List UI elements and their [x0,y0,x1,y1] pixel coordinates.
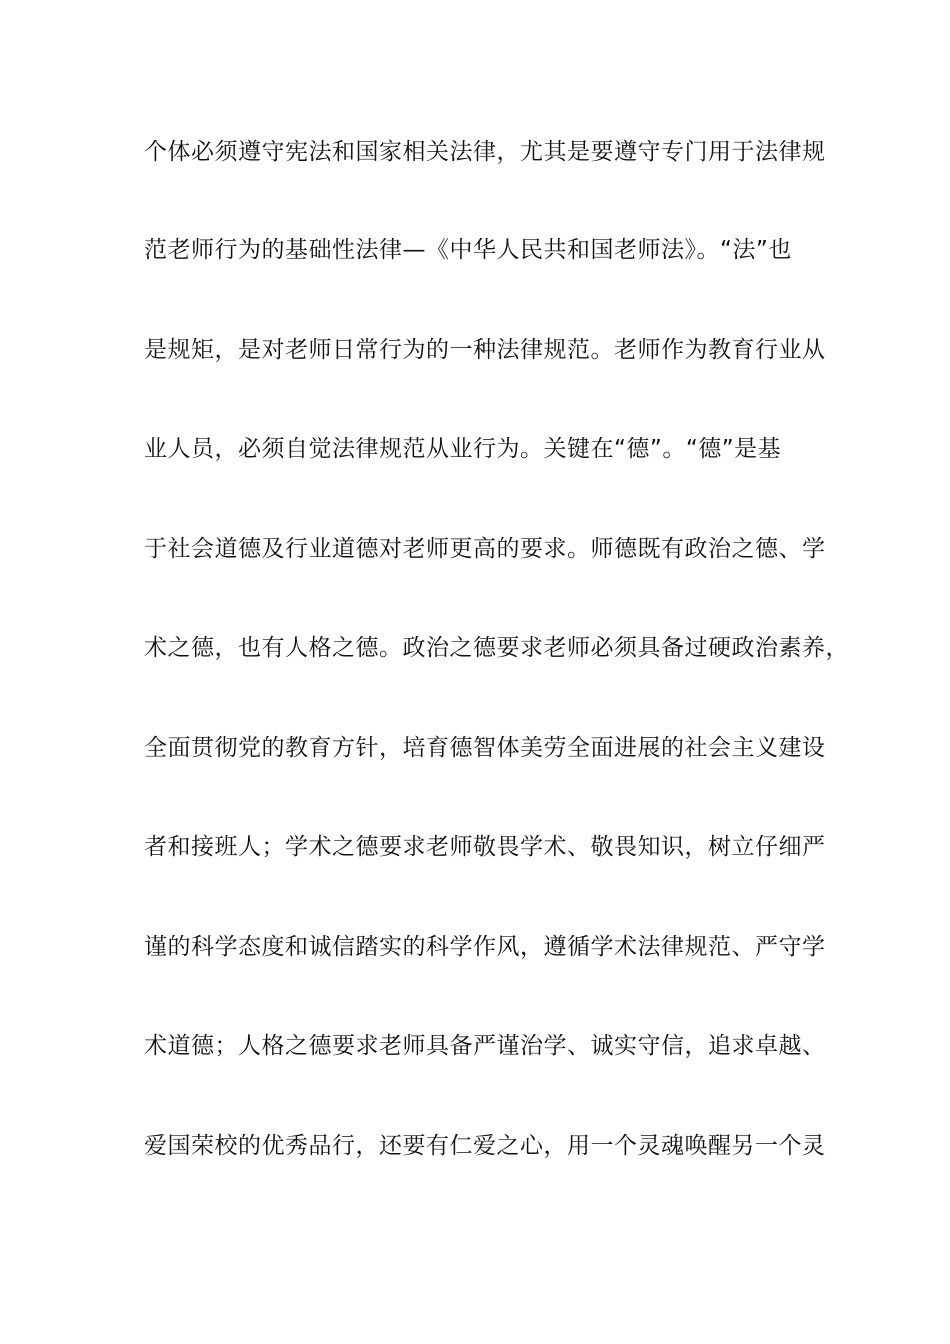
text-line: 术道德；人格之德要求老师具备严谨治学、诚实守信，追求卓越、 [144,1033,826,1059]
text-line: 范老师行为的基础性法律—《中华人民共和国老师法》。“法”也 [144,237,792,263]
text-line: 术之德，也有人格之德。政治之德要求老师必须具备过硬政治素养， [144,635,849,661]
text-line: 个体必须遵守宪法和国家相关法律，尤其是要遵守专门用于法律规 [144,139,826,165]
text-line: 谨的科学态度和诚信踏实的科学作风，遵循学术法律规范、严守学 [144,934,826,960]
text-line: 业人员，必须自觉法律规范从业行为。关键在“德”。“德”是基 [144,436,782,462]
text-line: 是规矩，是对老师日常行为的一种法律规范。老师作为教育行业从 [144,337,826,363]
text-line: 者和接班人；学术之德要求老师敬畏学术、敬畏知识，树立仔细严 [144,834,826,860]
text-line: 爱国荣校的优秀品行，还要有仁爱之心，用一个灵魂唤醒另一个灵 [144,1133,826,1159]
text-line: 全面贯彻党的教育方针，培育德智体美劳全面进展的社会主义建设 [144,735,826,761]
text-line: 于社会道德及行业道德对老师更高的要求。师德既有政治之德、学 [144,536,826,562]
